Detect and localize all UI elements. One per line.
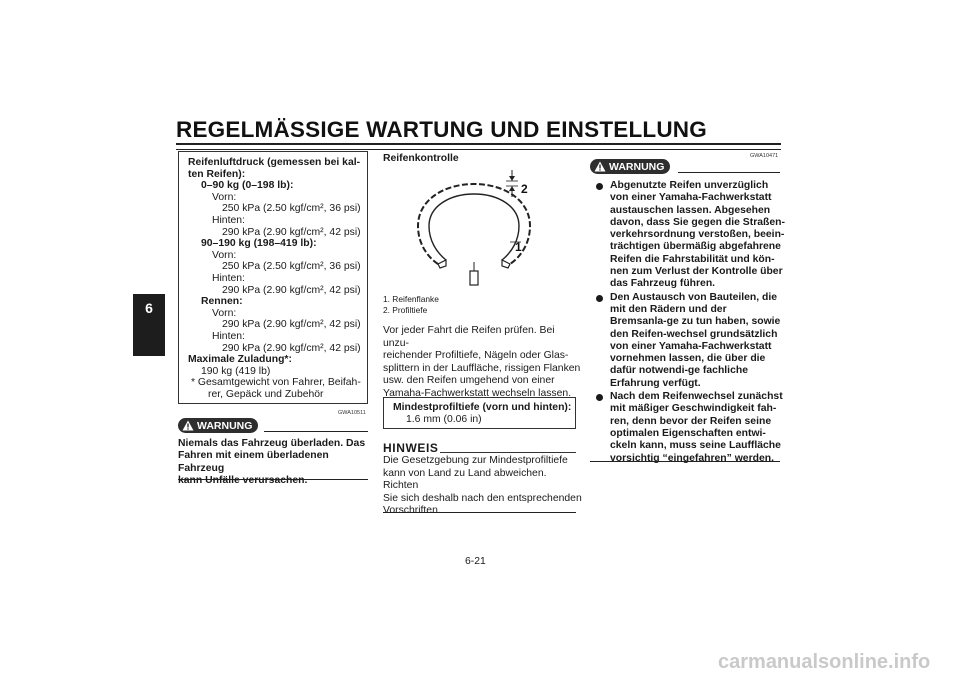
- load2-rear-label: Hinten:: [212, 272, 245, 284]
- tire-check-body: [383, 325, 583, 401]
- max-load-value: 190 kg (419 lb): [201, 365, 271, 377]
- load2-front-value: 250 kPa (2.50 kgf/cm², 36 psi): [222, 261, 361, 273]
- warning-bullet: [596, 292, 786, 390]
- warning-triangle-icon: [594, 161, 606, 172]
- tire-check-body-line1: Vor jeder Fahrt die Reifen prüfen. Bei unzu-: [383, 325, 555, 349]
- page-number: 6-21: [465, 556, 486, 567]
- note-text: [383, 455, 583, 518]
- depth-arrow-top-head: [509, 176, 515, 181]
- warning-rule: [678, 172, 780, 173]
- load2-front-label: Vorn:: [212, 249, 237, 261]
- racing-rear-label: Hinten:: [212, 330, 245, 342]
- page-title: REGELMÄSSIGE WARTUNG UND EINSTELLUNG: [176, 117, 707, 142]
- warning-bullet: [596, 180, 786, 291]
- min-tread-depth-label: Mindestprofiltiefe (vorn und hinten):: [393, 402, 572, 413]
- note-end-rule: [383, 512, 576, 513]
- warning-right-end-rule: [590, 461, 780, 462]
- warning-bullet-text: Den Austausch von Bauteilen, die mit den Rädern und der Bremsanla-ge zu tun haben, sowie den Reifen-wechsel grundsätzlich von einer Yamaha-Fachwerkstatt vornehmen lassen, die über die dafür notwendi-ge fachliche Erfahrung verfügt.: [610, 291, 781, 389]
- tire-bead-left: [438, 260, 446, 268]
- tire-check-body-line3: splittern in der Lauffläche, rissigen Flanken: [383, 362, 581, 374]
- warning-code: GWA10511: [338, 410, 366, 416]
- min-tread-depth-value: 1.6 mm (0.06 in): [406, 413, 482, 425]
- warning-left-line3: kann Unfälle verursachen.: [178, 475, 308, 487]
- warning-right-header: [590, 159, 780, 177]
- warning-badge-label: WARNUNG: [197, 419, 253, 432]
- diagram-legend: [383, 294, 439, 316]
- load2-label: 90–190 kg (198–419 lb):: [201, 238, 317, 250]
- tire-outer-outline: [418, 184, 530, 264]
- note-line4: Vorschriften.: [383, 505, 441, 517]
- warning-bullet-text: Abgenutzte Reifen unverzüglich von einer Yamaha-Fachwerkstatt austauschen lassen. Abgesehen davon, dass Sie gegen die Straßen-verkehrsordnung verstoßen, beein-trächtigen übermäßig abgefahrene Reifen die Fahrstabilität und kön-nen zum Verlust der Kontrolle über das Fahrzeug führen.: [610, 180, 785, 290]
- tire-pressure-spec-box: [178, 151, 368, 404]
- load1-front-label: Vorn:: [212, 191, 237, 203]
- racing-front-value: 290 kPa (2.90 kgf/cm², 42 psi): [222, 319, 361, 331]
- footnote-line1: * Gesamtgewicht von Fahrer, Beifah-: [191, 377, 361, 389]
- tire-diagram: [384, 164, 564, 294]
- min-tread-depth-box: [383, 397, 576, 429]
- note-heading: HINWEIS: [383, 441, 439, 455]
- warning-left-header: [178, 418, 368, 436]
- warning-bullet: [596, 391, 786, 465]
- load2-rear-value: 290 kPa (2.90 kgf/cm², 42 psi): [222, 284, 361, 296]
- warning-left-line1: Niemals das Fahrzeug überladen. Das: [178, 438, 366, 449]
- footnote-line2: rer, Gepäck und Zubehör: [208, 388, 324, 400]
- note-line3: Sie sich deshalb nach den entsprechenden: [383, 492, 582, 504]
- load1-rear-label: Hinten:: [212, 214, 245, 226]
- tire-valve: [470, 271, 478, 285]
- legend-item-2: 2. Profiltiefe: [383, 305, 428, 315]
- warning-left-text: [178, 438, 373, 488]
- racing-front-label: Vorn:: [212, 307, 237, 319]
- title-rule: [176, 143, 781, 150]
- note-rule: [440, 452, 576, 453]
- note-line2: kann von Land zu Land abweichen. Richten: [383, 467, 547, 492]
- load1-label: 0–90 kg (0–198 lb):: [201, 180, 294, 192]
- warning-code: GWA10471: [750, 153, 779, 159]
- spec-heading-line1: Reifenluftdruck (gemessen bei kal-: [188, 157, 361, 168]
- callout-1: 1: [515, 240, 522, 254]
- tire-illustration: [384, 164, 564, 294]
- warning-right-list: [596, 180, 786, 466]
- spec-heading-line2: ten Reifen):: [188, 168, 246, 180]
- note-line1: Die Gesetzgebung zur Mindestprofiltiefe: [383, 455, 568, 466]
- warning-left-end-rule: [178, 479, 368, 480]
- warning-triangle-icon: [182, 420, 194, 431]
- tire-check-body-line2: reichender Profiltiefe, Nägeln oder Glas-: [383, 350, 569, 362]
- tire-check-heading: Reifenkontrolle: [383, 153, 459, 164]
- warning-bullet-text: Nach dem Reifenwechsel zunächst mit mäßiger Geschwindigkeit fah-ren, denn bevor der Reifen seine optimalen Eigenschaften entwi-ckeln kann, muss seine Lauffläche vorsichtig “eingefahren” werden.: [610, 391, 783, 464]
- tire-check-body-line5: Yamaha-Fachwerkstatt wechseln lassen.: [383, 387, 572, 399]
- bullet-dot-icon: [596, 394, 603, 401]
- watermark: carmanualsonline.info: [718, 651, 931, 673]
- bullet-dot-icon: [596, 183, 603, 190]
- warning-badge: [590, 159, 670, 174]
- legend-item-1: 1. Reifenflanke: [383, 294, 439, 304]
- bullet-dot-icon: [596, 295, 603, 302]
- max-load-label: Maximale Zuladung*:: [188, 354, 292, 366]
- tire-check-body-line4: usw. den Reifen umgehend von einer: [383, 375, 555, 387]
- warning-badge-label: WARNUNG: [609, 160, 665, 173]
- warning-rule: [264, 431, 368, 432]
- tire-bead-right: [502, 260, 510, 268]
- load1-front-value: 250 kPa (2.50 kgf/cm², 36 psi): [222, 203, 361, 215]
- tire-inner-outline: [429, 194, 519, 260]
- racing-rear-value: 290 kPa (2.90 kgf/cm², 42 psi): [222, 342, 361, 354]
- callout-2: 2: [521, 182, 528, 196]
- chapter-tab: 6: [133, 294, 165, 356]
- racing-label: Rennen:: [201, 296, 243, 308]
- warning-left-line2: Fahren mit einem überladenen Fahrzeug: [178, 450, 329, 474]
- load1-rear-value: 290 kPa (2.90 kgf/cm², 42 psi): [222, 226, 361, 238]
- warning-badge: [178, 418, 258, 433]
- depth-arrow-bottom-head: [509, 186, 515, 191]
